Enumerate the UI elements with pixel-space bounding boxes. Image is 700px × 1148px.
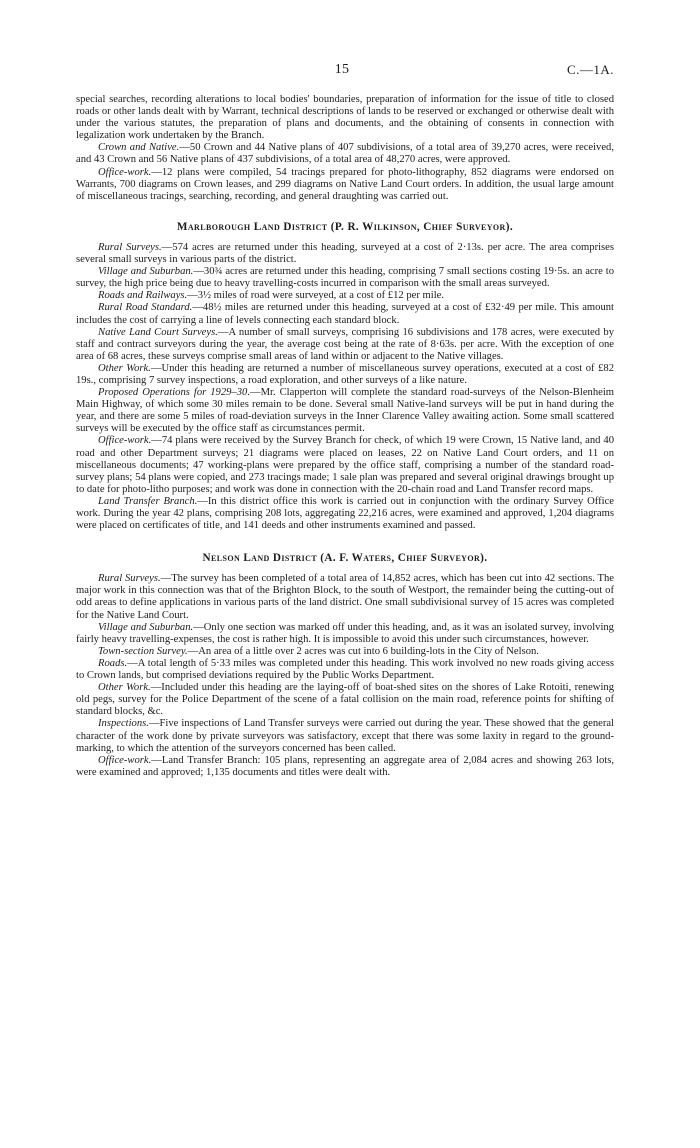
paragraph-lead: Office-work. bbox=[98, 754, 152, 766]
paragraph: Office-work.—12 plans were compiled, 54 tracings prepared for photo-lithography, 852 diagrams were endorsed on Warrants, 700 diagrams on Crown leases, and 299 diagrams on Native Land Court orders. In addition, the usual large amount of miscellaneous tracings, searching, recording, and general draughting was carried out. bbox=[76, 166, 614, 202]
paragraph-lead: Proposed Operations for 1929–30. bbox=[98, 387, 250, 399]
paragraph-lead: Rural Road Standard. bbox=[98, 302, 193, 314]
section-heading: Marlborough Land District (P. R. Wilkinson, Chief Surveyor). bbox=[176, 220, 514, 233]
paragraph-lead: Roads and Railways. bbox=[98, 290, 188, 302]
paragraph: Land Transfer Branch.—In this district office this work is carried out in conjunction with the ordinary Survey Office work. During the year 42 plans, comprising 208 lots, aggregating 22,216 acres, were examined and approved, 1,204 diagrams were placed on certificates of title, and 141 deeds and other instruments examined and passed. bbox=[76, 495, 615, 532]
paragraph: Roads and Railways.—3½ miles of road were surveyed, at a cost of £12 per mile. bbox=[98, 290, 444, 302]
intro-section bbox=[76, 94, 614, 203]
paragraph: Rural Road Standard.—48½ miles are returned under this heading, surveyed at a cost of £32·49 per mile. This amount includes the cost of carrying a line of levels connecting each standard block. bbox=[76, 302, 614, 326]
paragraph-lead: Village and Suburban. bbox=[98, 266, 194, 278]
paragraph: Inspections.—Five inspections of Land Transfer surveys were carried out during the year. These showed that the general character of the work done by private surveyors was satisfactory, except that there was some laxity in regard to the ground-marking, to which the attention of the surveyors concerned has been called. bbox=[76, 718, 614, 754]
document-reference: C.—1A. bbox=[566, 62, 614, 77]
paragraph: Roads.—A total length of 5·33 miles was completed under this heading. This work involved no new roads giving access to Crown lands, but comprised deviations required by the Public Works Department. bbox=[76, 657, 614, 682]
page-number: 15 bbox=[334, 62, 350, 77]
paragraph: special searches, recording alterations to local bodies' boundaries, preparation of information for the issue of title to closed roads or other lands dealt with by Warrant, technical descriptions of lands to be reserved or exchanged or otherwise dealt with under the various statutes, the preparation of plans and documents, and the obtaining of consents in connection with legalization work undertaken by the Branch. bbox=[76, 94, 614, 142]
paragraph: Rural Surveys.—The survey has been completed of a total area of 14,852 acres, which has been cut into 42 sections. The major work in this connection was that of the Brighton Block, to the south of Westport, the remainder being the cutting-out of odd areas to define applications in various parts of the land district. One small subdivisional survey of 15 acres was completed for the Native Land Court. bbox=[76, 573, 614, 621]
paragraph: Crown and Native.—50 Crown and 44 Native plans of 407 subdivisions, of a total area of 39,270 acres, were received, and 43 Crown and 56 Native plans of 437 subdivisions, of a total area of 48,270 acres, were approved. bbox=[76, 142, 614, 166]
paragraph: Rural Surveys.—574 acres are returned under this heading, surveyed at a cost of 2·13s. per acre. The area comprises several small surveys in various parts of the district. bbox=[76, 241, 614, 266]
marlborough-section bbox=[76, 221, 614, 532]
paragraph-lead: Office-work. bbox=[98, 435, 152, 447]
paragraph-lead: Land Transfer Branch. bbox=[98, 495, 198, 507]
paragraph: Village and Suburban.—Only one section was marked off under this heading, and, as it was an isolated survey, involving fairly heavy travelling-expenses, the cost is rather high. It is impossible to avoid this under such circumstances, however. bbox=[76, 621, 614, 645]
paragraph-lead: Crown and Native. bbox=[98, 142, 180, 154]
paragraph: Town-section Survey.—An area of a little over 2 acres was cut into 6 building-lots in the City of Nelson. bbox=[98, 645, 539, 657]
paragraph: Native Land Court Surveys.—A number of small surveys, comprising 16 subdivisions and 178 acres, were executed by staff and contract surveyors during the year, the average cost being at the rate of 8·63s. per acre. With the exception of one area of 68 acres, these surveys comprise small areas of land within or adjacent to the Native villages. bbox=[76, 326, 615, 362]
paragraph-lead: Roads. bbox=[98, 657, 128, 669]
paragraph-lead: Inspections. bbox=[98, 718, 149, 730]
paragraph: Other Work.—Under this heading are returned a number of miscellaneous survey operations, executed at a cost of £82 19s., comprising 7 survey inspections, a road exploration, and other surveys of a like nature. bbox=[76, 362, 614, 386]
paragraph-lead: Rural Surveys. bbox=[98, 573, 161, 585]
paragraph: Proposed Operations for 1929–30.—Mr. Clapperton will complete the standard road-surveys of the Nelson-Blenheim Main Highway, of which some 30 miles remain to be done. Several small Native-land surveys will be put in hand during the year, and there are some 5 miles of road-deviation surveys in the Inner Clarence Valley awaiting action. Some small scattered surveys will be executed by the office staff as circumstances permit. bbox=[76, 387, 615, 435]
paragraph-lead: Rural Surveys. bbox=[98, 241, 162, 253]
paragraph: Other Work.—Included under this heading are the laying-off of boat-shed sites on the shores of Lake Rotoiti, renewing old pegs, survey for the Police Department of the scene of a fatal collision on the main road, reference points for shifting of standard blocks, &c. bbox=[76, 682, 614, 718]
section-heading: Nelson Land District (A. F. Waters, Chief Surveyor). bbox=[202, 552, 488, 565]
page-body bbox=[76, 94, 614, 779]
paragraph-lead: Office-work. bbox=[98, 166, 152, 178]
paragraph-lead: Village and Suburban. bbox=[98, 621, 194, 633]
paragraph-lead: Town-section Survey. bbox=[98, 645, 188, 657]
paragraph-lead: Native Land Court Surveys. bbox=[98, 326, 218, 338]
nelson-section bbox=[76, 552, 614, 779]
paragraph-lead: Other Work. bbox=[98, 682, 151, 694]
paragraph: Village and Suburban.—30¾ acres are returned under this heading, comprising 7 small sections costing 19·5s. an acre to survey, the high price being due to heavy travelling-costs incurred in comparison with the small areas surveyed. bbox=[76, 266, 614, 290]
paragraph: Office-work.—Land Transfer Branch: 105 plans, representing an aggregate area of 2,084 acres and showing 263 lots, were examined and approved; 1,135 documents and titles were dealt with. bbox=[76, 754, 614, 778]
paragraph-lead: Other Work. bbox=[98, 362, 151, 374]
paragraph: Office-work.—74 plans were received by the Survey Branch for check, of which 19 were Crown, 15 Native land, and 40 road and other Department surveys; 21 diagrams were placed on leases, 22 on Native Land Court orders, and 11 on miscellaneous documents; 47 working-plans were prepared by the office staff, comprising a number of the standard road-survey plans; 54 plans were copied, and 273 tracings made; 1 sale plan was prepared and several original drawings brought up to date for photo-litho purposes; and work was done in connection with the 20-chain road and Land Transfer record maps. bbox=[76, 435, 614, 495]
